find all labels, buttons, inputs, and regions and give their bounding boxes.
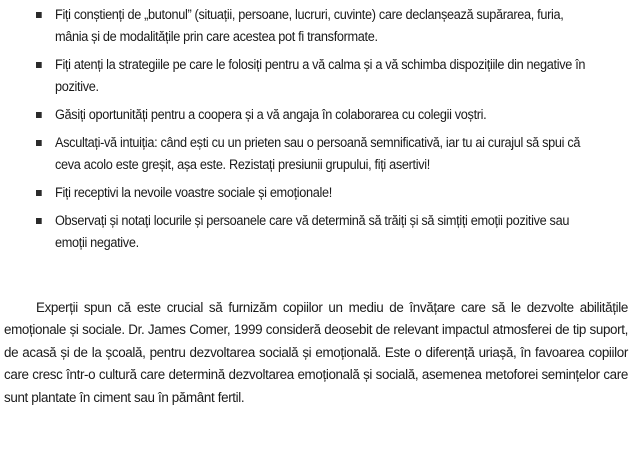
square-bullet-icon (36, 12, 42, 18)
list-item-text: Observați și notați locurile și persoanele care vă determină să trăiți și să simțiți emoții pozitive sau emoții negative. (55, 213, 570, 250)
list-item-text: Fiți atenți la strategiile pe care le folosiți pentru a vă calma și a vă schimba dispozițiile din negative în pozitive. (55, 57, 586, 94)
list-item (36, 132, 597, 176)
list-item-text: Găsiți oportunități pentru a coopera și a vă angaja în colaborarea cu colegii voștri. (55, 107, 487, 122)
square-bullet-icon (36, 218, 42, 224)
list-item (36, 4, 597, 48)
list-item (36, 210, 597, 254)
square-bullet-icon (36, 112, 42, 118)
list-item-text: Ascultați-vă intuiția: când ești cu un prieten sau o persoană semnificativă, iar tu ai curajul să spui că ceva acolo este greșit, așa este. Rezistați presiunii grupului, fiți asertivi! (55, 135, 581, 172)
list-item-text: Fiți conștienți de „butonul” (situații, persoane, lucruri, cuvinte) care declanșează supărarea, furia, mânia și de modalitățile prin care acestea pot fi transformate. (55, 7, 564, 44)
square-bullet-icon (36, 190, 42, 196)
bullet-list (36, 4, 626, 260)
list-item-text: Fiți receptivi la nevoile voastre sociale și emoționale! (55, 185, 332, 200)
list-item (36, 104, 597, 126)
list-item (36, 54, 597, 98)
body-paragraph: Experții spun că este crucial să furnizăm copiilor un mediu de învățare care să le dezvolte abilitățile emoționale și sociale. Dr. James Comer, 1999 consideră deosebit de relevant impactul atmosferei de tip suport, de acasă și de la școală, pentru dezvoltarea socială și emoțională. Este o diferență uriașă, în favoarea copiilor care cresc într-o cultură care determină dezvoltarea emoțională și socială, asemenea metoforei semințelor care sunt plantate în ciment sau în pământ fertil. (4, 300, 628, 405)
list-item (36, 182, 597, 204)
square-bullet-icon (36, 140, 42, 146)
square-bullet-icon (36, 62, 42, 68)
